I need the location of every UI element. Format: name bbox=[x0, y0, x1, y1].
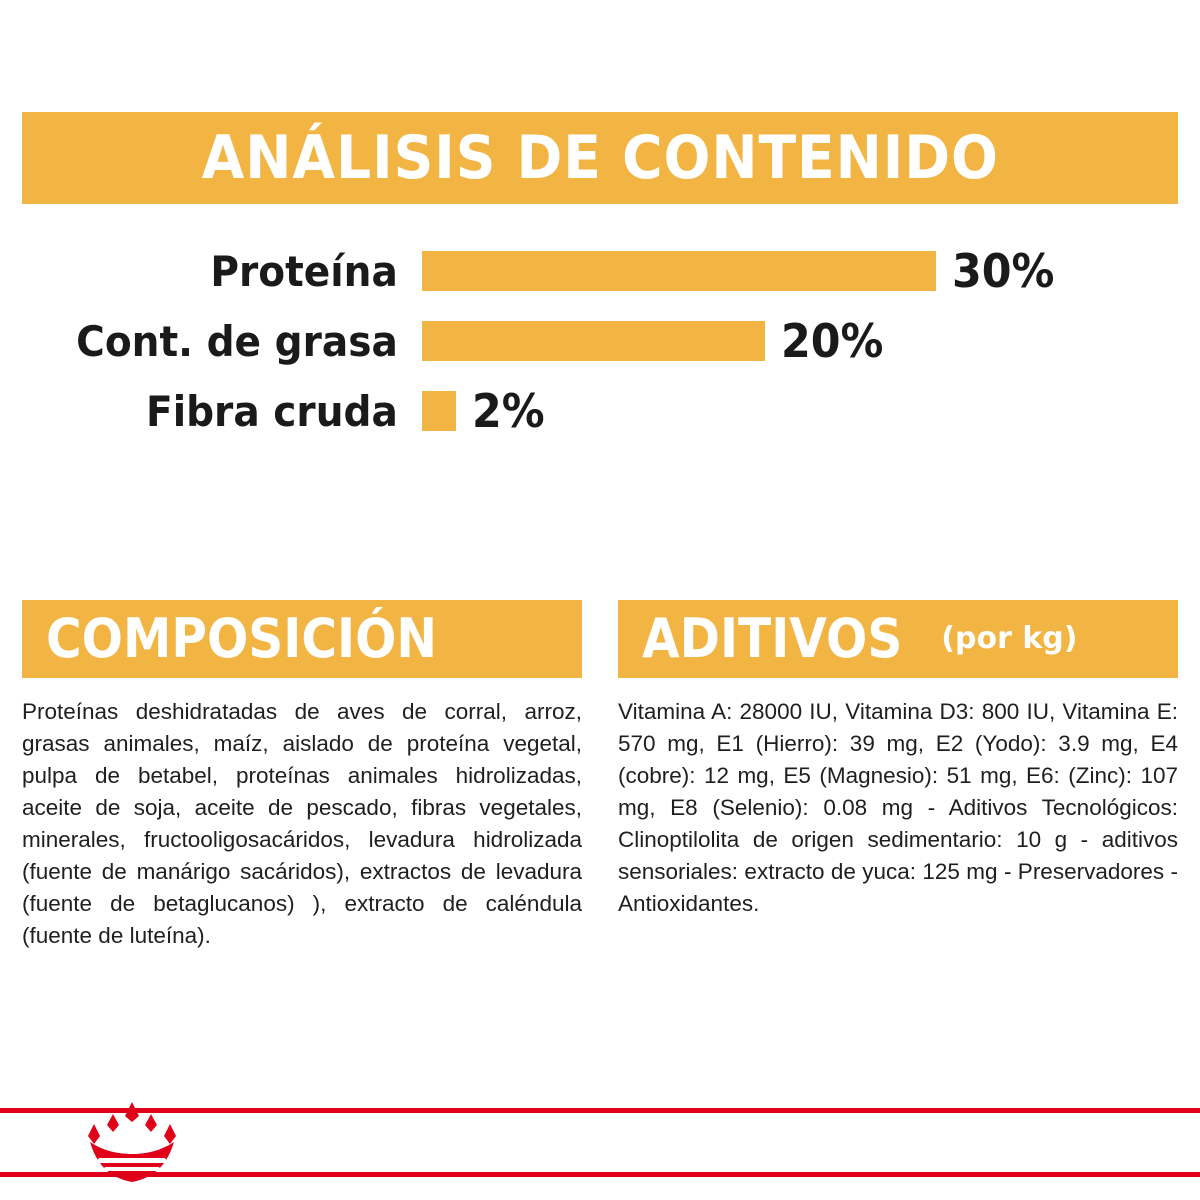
nutrient-bar-track bbox=[422, 384, 1178, 438]
nutrient-label-fiber: Fibra cruda bbox=[146, 386, 398, 436]
footer-divider-bottom bbox=[0, 1172, 1200, 1177]
nutrient-row bbox=[22, 380, 1178, 442]
nutrient-row bbox=[22, 310, 1178, 372]
composition-block bbox=[22, 600, 582, 952]
additives-header-banner bbox=[618, 600, 1178, 678]
nutrient-bar-chart bbox=[22, 240, 1178, 450]
nutrient-value-fat: 20% bbox=[780, 314, 884, 368]
nutrient-label-fat: Cont. de grasa bbox=[76, 316, 398, 366]
nutrient-value-fiber: 2% bbox=[472, 384, 545, 438]
nutrient-bar-fill-fat bbox=[422, 321, 765, 361]
analysis-header-banner bbox=[22, 112, 1178, 204]
nutrient-value-protein: 30% bbox=[952, 244, 1055, 298]
royal-canin-crown-icon bbox=[84, 1098, 180, 1186]
nutrient-label-protein: Proteína bbox=[210, 246, 398, 296]
nutrient-bar-fill-protein bbox=[422, 251, 936, 291]
additives-text: Vitamina A: 28000 IU, Vitamina D3: 800 IU, Vitamina E: 570 mg, E1 (Hierro): 39 mg, E2 (Yodo): 3.9 mg, E4 (cobre): 12 mg, E5 (Magnesio): 51 mg, E6: (Zinc): 107 mg, E8 (Selenio): 0.08 mg - Aditivos Tecnológicos: Clinoptilolita de origen sedimentario: 10 g - aditivos sensoriales: extracto de yuca: 125 mg - Preservadores - Antioxidantes. bbox=[618, 699, 1178, 916]
nutrient-bar-track bbox=[422, 244, 1178, 298]
composition-text: Proteínas deshidratadas de aves de corral, arroz, grasas animales, maíz, aislado de proteína vegetal, pulpa de betabel, proteínas animales hidrolizadas, aceite de soja, aceite de pescado, fibras vegetales, minerales, fructooligosacáridos, levadura hidrolizada (fuente de manárigo sacáridos), extractos de levadura (fuente de betaglucanos) ), extracto de caléndula (fuente de luteína). bbox=[22, 699, 582, 948]
additives-block bbox=[618, 600, 1178, 920]
additives-header-subtitle: (por kg) bbox=[941, 621, 1078, 656]
footer-divider-top bbox=[0, 1108, 1200, 1113]
composition-header-banner bbox=[22, 600, 582, 678]
nutrient-row bbox=[22, 240, 1178, 302]
composition-header-title: COMPOSICIÓN bbox=[46, 607, 438, 670]
analysis-header-title: ANÁLISIS DE CONTENIDO bbox=[201, 123, 999, 193]
nutrient-bar-track bbox=[422, 314, 1178, 368]
additives-header-title: ADITIVOS bbox=[642, 607, 903, 670]
nutrient-bar-fill-fiber bbox=[422, 391, 456, 431]
